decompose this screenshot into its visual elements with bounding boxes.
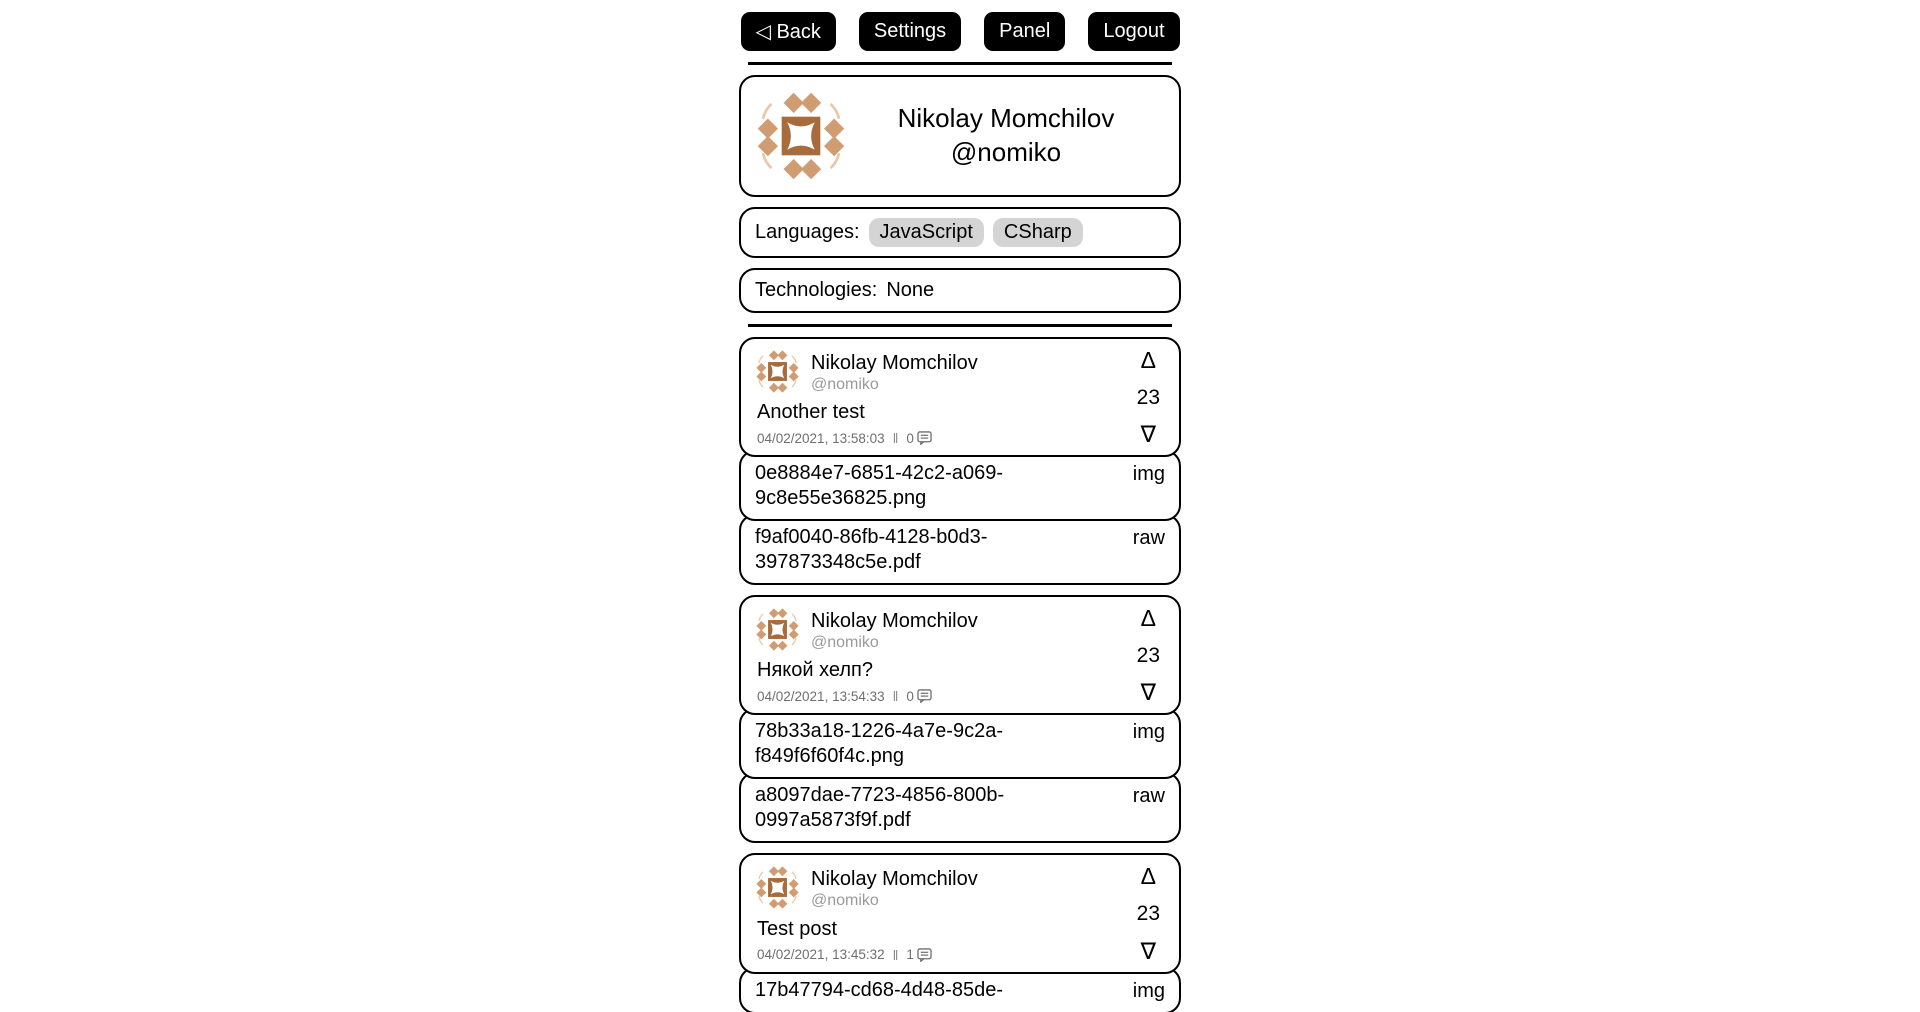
panel-button[interactable]: Panel — [984, 12, 1065, 51]
post-item — [739, 853, 1181, 1012]
post-meta — [755, 688, 978, 704]
posts-list — [739, 337, 1181, 1012]
back-button[interactable]: ◁ Back — [741, 12, 836, 51]
avatar-identicon-icon — [755, 349, 800, 394]
post-item — [739, 337, 1181, 585]
attachment-type: img — [1132, 979, 1165, 1002]
comments-count: 0 — [906, 688, 914, 704]
upvote-button[interactable]: Δ — [1140, 863, 1156, 890]
post-author-handle: @nomiko — [811, 376, 879, 393]
profile-names — [847, 102, 1165, 170]
post-comments — [906, 431, 932, 446]
attachment-row[interactable] — [739, 514, 1181, 585]
post-author-name: Nikolay Momchilov — [811, 352, 978, 374]
post-title[interactable]: Test post — [757, 917, 838, 940]
attachment-type: raw — [1132, 527, 1165, 550]
divider — [748, 324, 1172, 327]
attachment-filename[interactable]: 0e8884e7-6851-42c2-a069-9c8e55e36825.png — [755, 462, 1003, 510]
post-author-handle: @nomiko — [811, 634, 879, 652]
top-navigation — [739, 0, 1181, 51]
post-title[interactable]: Another test — [757, 401, 865, 424]
vote-column — [1130, 349, 1167, 446]
post-timestamp: 04/02/2021, 13:45:32 — [757, 947, 885, 963]
logout-button[interactable]: Logout — [1088, 12, 1179, 51]
comments-icon — [917, 431, 932, 445]
profile-handle: @nomiko — [950, 137, 1062, 167]
downvote-button[interactable]: ∇ — [1140, 679, 1157, 706]
avatar-identicon-icon — [755, 607, 800, 652]
attachment-type: raw — [1132, 785, 1165, 808]
attachment-row[interactable] — [739, 450, 1181, 521]
vote-column — [1130, 607, 1167, 704]
meta-separator: ‖ — [892, 946, 899, 963]
post-meta — [755, 430, 978, 446]
comments-count: 1 — [906, 947, 914, 963]
post-card[interactable] — [739, 595, 1181, 715]
language-badge: CSharp — [993, 218, 1083, 247]
post-card[interactable] — [739, 853, 1181, 973]
comments-icon — [917, 948, 932, 962]
vote-score: 23 — [1136, 902, 1160, 926]
upvote-button[interactable]: Δ — [1140, 347, 1156, 373]
technologies-card — [739, 268, 1181, 313]
post-body — [755, 349, 978, 446]
downvote-button[interactable]: ∇ — [1140, 937, 1157, 964]
technologies-label: Technologies: — [755, 279, 878, 301]
post-body — [755, 607, 978, 704]
attachment-row[interactable] — [739, 708, 1181, 779]
attachment-filename[interactable]: 17b47794-cd68-4d48-85de- — [755, 978, 1003, 1001]
downvote-button[interactable]: ∇ — [1140, 421, 1157, 448]
post-card[interactable] — [739, 337, 1181, 457]
post-title[interactable]: Някой хелп? — [757, 659, 873, 682]
upvote-button[interactable]: Δ — [1140, 605, 1156, 632]
settings-button[interactable]: Settings — [859, 12, 961, 51]
attachment-type: img — [1132, 721, 1165, 744]
page — [739, 0, 1181, 1012]
profile-name: Nikolay Momchilov — [897, 103, 1115, 134]
vote-score: 23 — [1136, 644, 1160, 668]
post-comments — [906, 947, 932, 962]
divider — [748, 62, 1172, 65]
language-badge: JavaScript — [869, 218, 984, 247]
post-body — [755, 865, 978, 962]
attachment-filename[interactable]: a8097dae-7723-4856-800b-0997a5873f9f.pdf — [755, 784, 1005, 832]
attachment-filename[interactable]: f9af0040-86fb-4128-b0d3-397873348c5e.pdf — [755, 526, 988, 574]
post-item — [739, 595, 1181, 843]
vote-score: 23 — [1136, 386, 1160, 410]
post-author-row — [755, 607, 978, 652]
comments-count: 0 — [906, 430, 914, 446]
post-author-row — [755, 865, 978, 910]
attachment-filename[interactable]: 78b33a18-1226-4a7e-9c2a-f849f6f60f4c.png — [755, 720, 1003, 768]
vote-column — [1130, 865, 1167, 962]
post-meta — [755, 947, 978, 963]
attachment-type: img — [1132, 463, 1165, 486]
avatar-identicon-icon — [755, 865, 800, 910]
post-timestamp: 04/02/2021, 13:58:03 — [757, 430, 885, 446]
languages-card — [739, 207, 1181, 258]
profile-card — [739, 75, 1181, 197]
post-author-name: Nikolay Momchilov — [811, 868, 978, 891]
meta-separator: ‖ — [892, 688, 899, 705]
post-author-row — [755, 349, 978, 394]
languages-label: Languages: — [755, 221, 860, 243]
meta-separator: ‖ — [892, 430, 899, 447]
attachment-row[interactable] — [739, 772, 1181, 843]
post-author-handle: @nomiko — [811, 892, 879, 910]
post-comments — [906, 689, 932, 704]
comments-icon — [917, 689, 932, 703]
post-author-name: Nikolay Momchilov — [811, 610, 978, 633]
post-timestamp: 04/02/2021, 13:54:33 — [757, 688, 885, 704]
technologies-value: None — [886, 279, 935, 301]
avatar-identicon-icon — [755, 90, 847, 182]
